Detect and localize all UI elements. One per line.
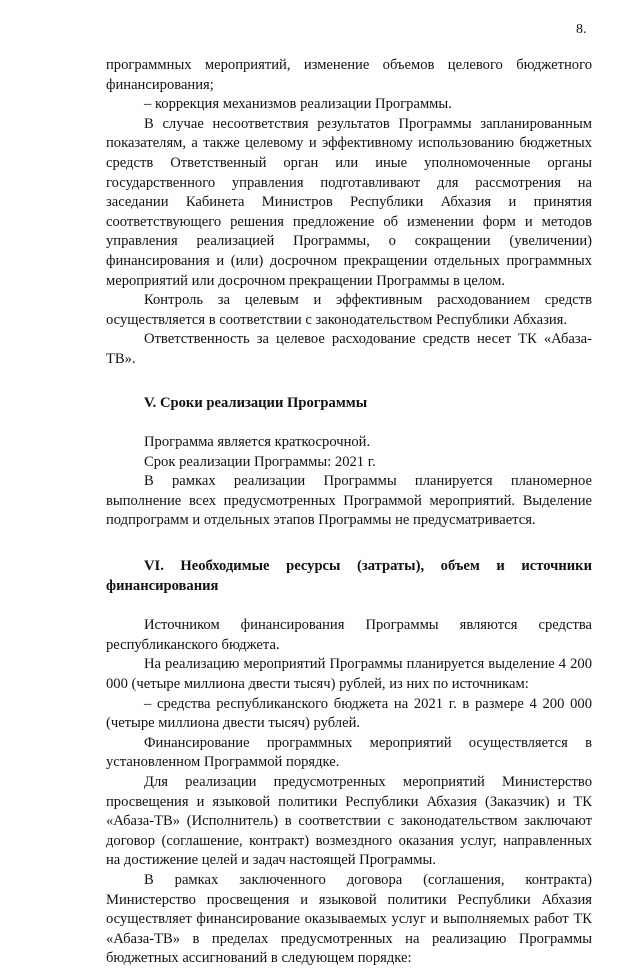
- section-heading-5: V. Сроки реализации Программы: [144, 394, 368, 411]
- paragraph: Контроль за целевым и эффективным расходованием средств осуществляется в соответствии с законодательством Республики Абхазия.: [106, 292, 592, 328]
- paragraph: В рамках заключенного договора (соглашения, контракта) Министерство просвещения и языковой политики Республики Абхазия осуществляет финансирование оказываемых услуг и выполняемых работ ТК «Абаза-ТВ» в пределах предусмотренных на реализацию Программы бюджетных ассигнований в следующем порядке:: [106, 871, 592, 967]
- paragraph: Финансирование программных мероприятий осуществляется в установленном Программой порядке.: [106, 734, 592, 771]
- section-heading-6: VI. Необходимые ресурсы (затраты), объем и источники финансирования: [106, 558, 592, 594]
- paragraph: – средства республиканского бюджета на 2021 г. в размере 4 200 000 (четыре миллиона двести тысяч) рублей.: [106, 695, 592, 732]
- paragraph: В рамках реализации Программы планируется планомерное выполнение всех предусмотренных Программой мероприятий. Выделение подпрограмм и отдельных этапов Программы не предусматривается.: [106, 473, 592, 529]
- page-number: 8.: [576, 22, 587, 37]
- paragraph: программных мероприятий, изменение объемов целевого бюджетного финансирования;: [106, 57, 592, 93]
- document-body: [106, 56, 592, 969]
- paragraph: Источником финансирования Программы являются средства республиканского бюджета.: [106, 617, 592, 653]
- paragraph: На реализацию мероприятий Программы планируется выделение 4 200 000 (четыре миллиона двести тысяч) рублей, из них по источникам:: [106, 656, 592, 693]
- paragraph: – коррекция механизмов реализации Программы.: [144, 96, 452, 113]
- paragraph: Ответственность за целевое расходование средств несет ТК «Абаза-ТВ».: [106, 331, 592, 367]
- paragraph: В случае несоответствия результатов Программы запланированным показателям, а также целевому и эффективному использованию бюджетных средств Ответственный орган или иные уполномоченные органы государственного управления подготавливают для рассмотрения на заседании Кабинета Министров Республики Абхазия и принятия соответствующего решения предложение об изменении форм и методов управления реализацией Программы, о сокращении (увеличении) финансирования и (или) досрочном прекращении отдельных программных мероприятий или досрочном прекращении Программы в целом.: [106, 115, 592, 289]
- paragraph: Срок реализации Программы: 2021 г.: [144, 453, 376, 470]
- paragraph: Программа является краткосрочной.: [144, 434, 371, 451]
- paragraph: Для реализации предусмотренных мероприятий Министерство просвещения и языковой политики Республики Абхазия (Заказчик) и ТК «Абаза-ТВ» (Исполнитель) в соответствии с законодательством заключают договор (соглашение, контракт) возмездного оказания услуг, направленных на достижение целей и задач настоящей Программы.: [106, 774, 592, 869]
